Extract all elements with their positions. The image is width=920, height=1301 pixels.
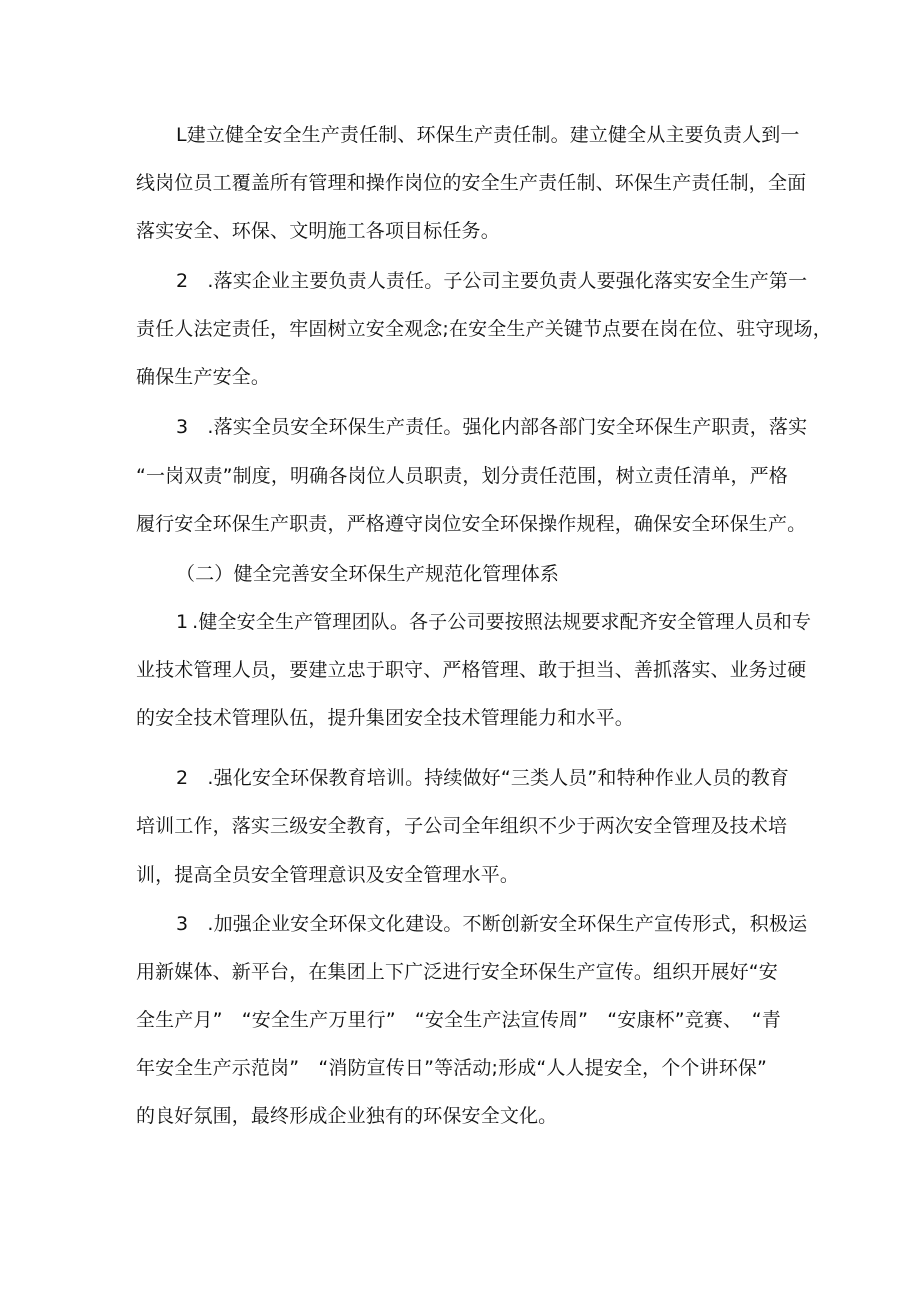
paragraph-1-line-2: 线岗位员工覆盖所有管理和操作岗位的安全生产责任制、环保生产责任制，全面 xyxy=(136,172,807,194)
paragraph-6-line-2: 用新媒体、新平台，在集团上下广泛进行安全环保生产宣传。组织开展好“安 xyxy=(136,961,778,983)
paragraph-4-line-1: 1 .健全安全生产管理团队。各子公司要按照法规要求配齐安全管理人员和专 xyxy=(176,611,812,633)
paragraph-3-line-1: 3 .落实全员安全环保生产责任。强化内部各部门安全环保生产职责，落实 xyxy=(176,416,808,438)
paragraph-4-line-3: 的安全技术管理队伍，提升集团安全技术管理能力和水平。 xyxy=(136,707,634,729)
paragraph-5-line-1: 2 .强化安全环保教育培训。持续做好“三类人员”和特种作业人员的教育 xyxy=(176,767,789,789)
paragraph-6-line-1: 3 .加强企业安全环保文化建设。不断创新安全环保生产宣传形式，积极运 xyxy=(176,913,808,935)
paragraph-3-line-3: 履行安全环保生产职责，严格遵守岗位安全环保操作规程，确保安全环保生产。 xyxy=(136,513,807,535)
paragraph-6-line-4: 年安全生产示范岗” “消防宣传日”等活动;形成“人人提安全，个个讲环保” xyxy=(136,1057,768,1079)
paragraph-5-line-2: 培训工作，落实三级安全教育，子公司全年组织不少于两次安全管理及技术培 xyxy=(136,815,788,837)
paragraph-2-line-1: 2 .落实企业主要负责人责任。子公司主要负责人要强化落实安全生产第一 xyxy=(176,270,808,292)
paragraph-2-line-2: 责任人法定责任，牢固树立安全观念;在安全生产关键节点要在岗在位、驻守现场， xyxy=(136,318,832,340)
paragraph-5-line-3: 训，提高全员安全管理意识及安全管理水平。 xyxy=(136,864,520,886)
section-heading: （二）健全完善安全环保生产规范化管理体系 xyxy=(176,563,560,585)
paragraph-6-line-3: 全生产月” “安全生产万里行” “安全生产法宣传周” “安康杯”竞赛、 “青 xyxy=(136,1009,781,1031)
paragraph-6-line-5: 的良好氛围，最终形成企业独有的环保安全文化。 xyxy=(136,1105,558,1127)
paragraph-3-line-2: “一岗双责”制度，明确各岗位人员职责，划分责任范围，树立责任清单，严格 xyxy=(136,465,788,487)
paragraph-4-line-2: 业技术管理人员，要建立忠于职守、严格管理、敢于担当、善抓落实、业务过硬 xyxy=(136,659,807,681)
paragraph-2-line-3: 确保生产安全。 xyxy=(136,366,271,388)
paragraph-1-line-3: 落实安全、环保、文明施工各项目标任务。 xyxy=(136,220,500,242)
paragraph-1-line-1: L建立健全安全生产责任制、环保生产责任制。建立健全从主要负责人到一 xyxy=(176,124,800,146)
